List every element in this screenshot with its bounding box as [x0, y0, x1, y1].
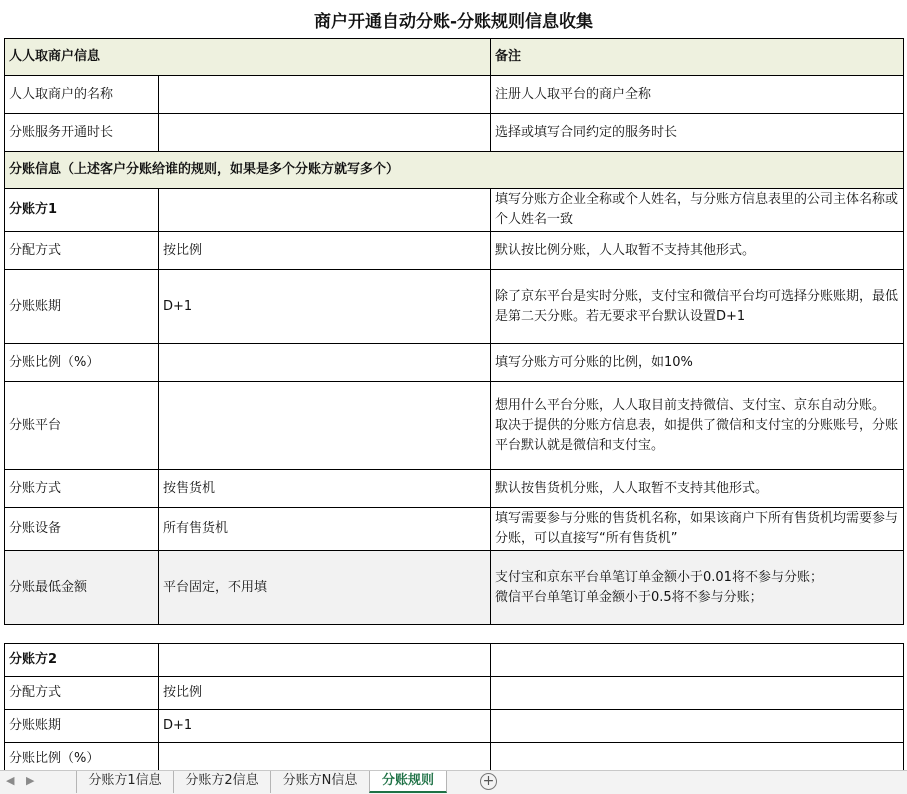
value-cell[interactable] [159, 344, 491, 382]
empty-cell[interactable] [159, 625, 491, 644]
note-cell[interactable] [491, 710, 904, 743]
table-row [5, 382, 904, 470]
value-cell[interactable] [159, 76, 491, 114]
empty-cell[interactable] [5, 625, 159, 644]
label-cell[interactable]: 分账服务开通时长 [5, 114, 159, 152]
value-cell[interactable] [159, 743, 491, 771]
tab-party2-info[interactable]: 分账方2信息 [173, 771, 270, 793]
tab-party1-info[interactable]: 分账方1信息 [76, 771, 173, 793]
table-row [5, 508, 904, 551]
note-cell[interactable]: 填写分账方可分账的比例，如10% [491, 344, 904, 382]
table-row [5, 344, 904, 382]
label-cell[interactable]: 分账平台 [5, 382, 159, 470]
note-line: 微信平台单笔订单金额小于0.5将不参与分账； [495, 589, 763, 605]
note-cell[interactable]: 填写需要参与分账的售货机名称，如果该商户下所有售货机均需要参与分账，可以直接写“所有售货机” [491, 508, 904, 551]
table-row [5, 114, 904, 152]
note-header-cell[interactable]: 备注 [491, 39, 904, 76]
value-cell[interactable] [159, 114, 491, 152]
next-sheet-icon[interactable]: ▶ [26, 774, 35, 787]
note-cell[interactable] [491, 382, 904, 470]
label-cell[interactable]: 分账比例（%） [5, 743, 159, 771]
note-cell[interactable]: 选择或填写合同约定的服务时长 [491, 114, 904, 152]
split-info-header-row [5, 152, 904, 189]
label-cell[interactable]: 人人取商户的名称 [5, 76, 159, 114]
note-cell[interactable] [491, 743, 904, 771]
spacer-row [5, 625, 904, 644]
note-cell[interactable]: 默认按售货机分账，人人取暂不支持其他形式。 [491, 470, 904, 508]
tab-split-rules[interactable]: 分账规则 [369, 771, 447, 793]
note-cell[interactable] [491, 644, 904, 677]
table-row [5, 743, 904, 771]
label-cell[interactable]: 分账方1 [5, 189, 159, 232]
table-row [5, 270, 904, 344]
table-row [5, 710, 904, 743]
value-cell[interactable] [159, 189, 491, 232]
note-cell[interactable] [491, 551, 904, 625]
value-cell[interactable]: 所有售货机 [159, 508, 491, 551]
note-cell[interactable]: 注册人人取平台的商户全称 [491, 76, 904, 114]
table-row [5, 551, 904, 625]
note-line: 取决于提供的分账方信息表，如提供了微信和支付宝的分账账号，分账平台默认就是微信和支付宝。 [495, 417, 899, 453]
empty-cell[interactable] [491, 625, 904, 644]
label-cell[interactable]: 分账账期 [5, 710, 159, 743]
value-cell[interactable]: 平台固定，不用填 [159, 551, 491, 625]
split-info-header-cell[interactable]: 分账信息（上述客户分账给谁的规则，如果是多个分账方就写多个） [5, 152, 904, 189]
add-sheet-icon[interactable]: + [480, 773, 497, 790]
table-row [5, 232, 904, 270]
value-cell[interactable] [159, 644, 491, 677]
label-cell[interactable]: 分账方2 [5, 644, 159, 677]
merchant-header-row [5, 39, 904, 76]
label-cell[interactable]: 分账方式 [5, 470, 159, 508]
note-cell[interactable]: 填写分账方企业全称或个人姓名，与分账方信息表里的公司主体名称或个人姓名一致 [491, 189, 904, 232]
sheet-title: 商户开通自动分账-分账规则信息收集 [313, 11, 594, 32]
label-cell[interactable]: 分账设备 [5, 508, 159, 551]
label-cell[interactable]: 分账最低金额 [5, 551, 159, 625]
note-line: 支付宝和京东平台单笔订单金额小于0.01将不参与分账； [495, 569, 823, 585]
table-row [5, 470, 904, 508]
note-cell[interactable] [491, 677, 904, 710]
note-cell[interactable]: 默认按比例分账，人人取暂不支持其他形式。 [491, 232, 904, 270]
label-cell[interactable]: 分账账期 [5, 270, 159, 344]
party2-name-row [5, 644, 904, 677]
table-row [5, 677, 904, 710]
note-cell[interactable]: 除了京东平台是实时分账，支付宝和微信平台均可选择分账账期，最低是第二天分账。若无要求平台默认设置D+1 [491, 270, 904, 344]
rules-table [4, 38, 904, 770]
value-cell[interactable]: D+1 [159, 710, 491, 743]
label-cell[interactable]: 分账比例（%） [5, 344, 159, 382]
tab-partyN-info[interactable]: 分账方N信息 [270, 771, 369, 793]
sheet-tab-bar [0, 770, 907, 794]
party1-name-row [5, 189, 904, 232]
value-cell[interactable]: D+1 [159, 270, 491, 344]
value-cell[interactable]: 按比例 [159, 677, 491, 710]
value-cell[interactable]: 按比例 [159, 232, 491, 270]
table-row [5, 76, 904, 114]
value-cell[interactable] [159, 382, 491, 470]
merchant-header-cell[interactable]: 人人取商户信息 [5, 39, 491, 76]
label-cell[interactable]: 分配方式 [5, 232, 159, 270]
note-line: 想用什么平台分账，人人取目前支持微信、支付宝、京东自动分账。 [495, 397, 886, 413]
prev-sheet-icon[interactable]: ◀ [6, 774, 15, 787]
value-cell[interactable]: 按售货机 [159, 470, 491, 508]
label-cell[interactable]: 分配方式 [5, 677, 159, 710]
